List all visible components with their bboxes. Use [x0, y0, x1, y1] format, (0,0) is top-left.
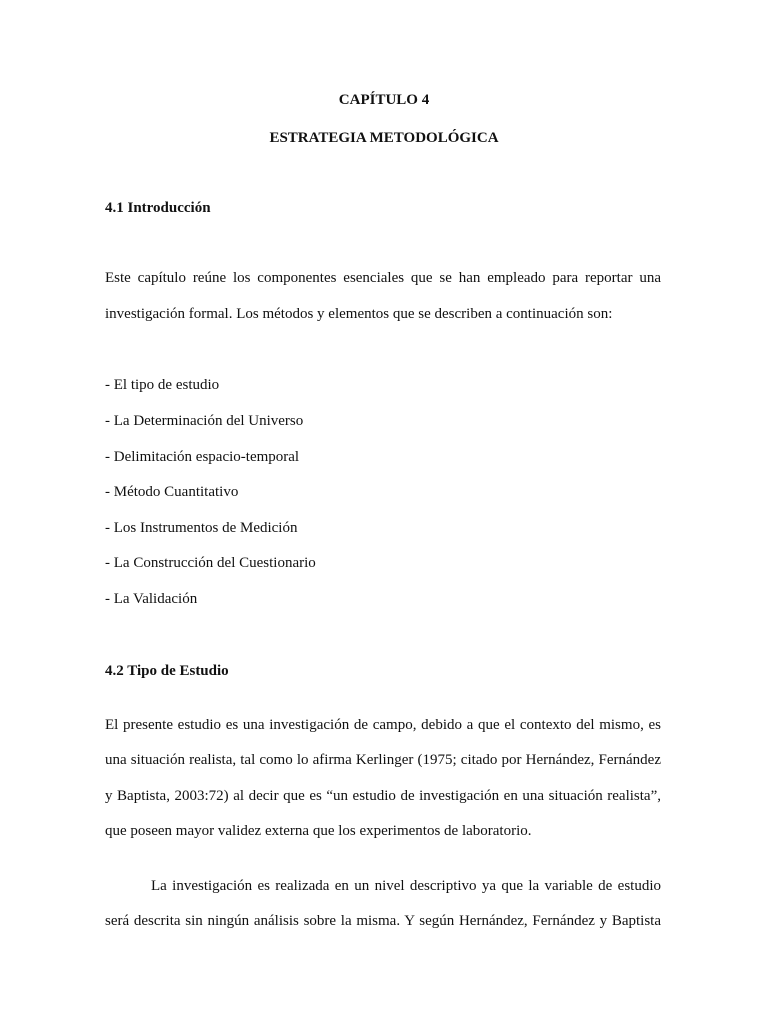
paragraph-line: una situación realista, tal como lo afirma Kerlinger (1975; citado por Hernández, Fernández — [105, 752, 661, 768]
list-item: - La Validación — [105, 591, 198, 607]
paragraph-line: Este capítulo reúne los componentes esenciales que se han empleado para reportar una — [105, 270, 661, 286]
chapter-number-title: CAPÍTULO 4 — [338, 92, 430, 108]
list-item: - Los Instrumentos de Medición — [105, 520, 298, 536]
list-item: - Método Cuantitativo — [105, 484, 239, 500]
paragraph-line: La investigación es realizada en un nivel descriptivo ya que la variable de estudio — [151, 878, 661, 894]
paragraph-line: será descrita sin ningún análisis sobre la misma. Y según Hernández, Fernández y Baptista — [105, 913, 661, 929]
list-item: - La Construcción del Cuestionario — [105, 555, 316, 571]
paragraph-line: que poseen mayor validez externa que los experimentos de laboratorio. — [105, 823, 532, 839]
paragraph-line: El presente estudio es una investigación de campo, debido a que el contexto del mismo, es — [105, 717, 661, 733]
paragraph-line: investigación formal. Los métodos y elementos que se describen a continuación son: — [105, 306, 613, 322]
list-item: - Delimitación espacio-temporal — [105, 449, 300, 465]
section-heading-introduccion: 4.1 Introducción — [105, 200, 211, 216]
list-item: - El tipo de estudio — [105, 377, 220, 393]
chapter-title: ESTRATEGIA METODOLÓGICA — [269, 130, 499, 146]
list-item: - La Determinación del Universo — [105, 413, 304, 429]
paragraph-line: y Baptista, 2003:72) al decir que es “un estudio de investigación en una situación realista”, — [105, 788, 661, 804]
section-heading-tipo-de-estudio: 4.2 Tipo de Estudio — [105, 663, 229, 679]
